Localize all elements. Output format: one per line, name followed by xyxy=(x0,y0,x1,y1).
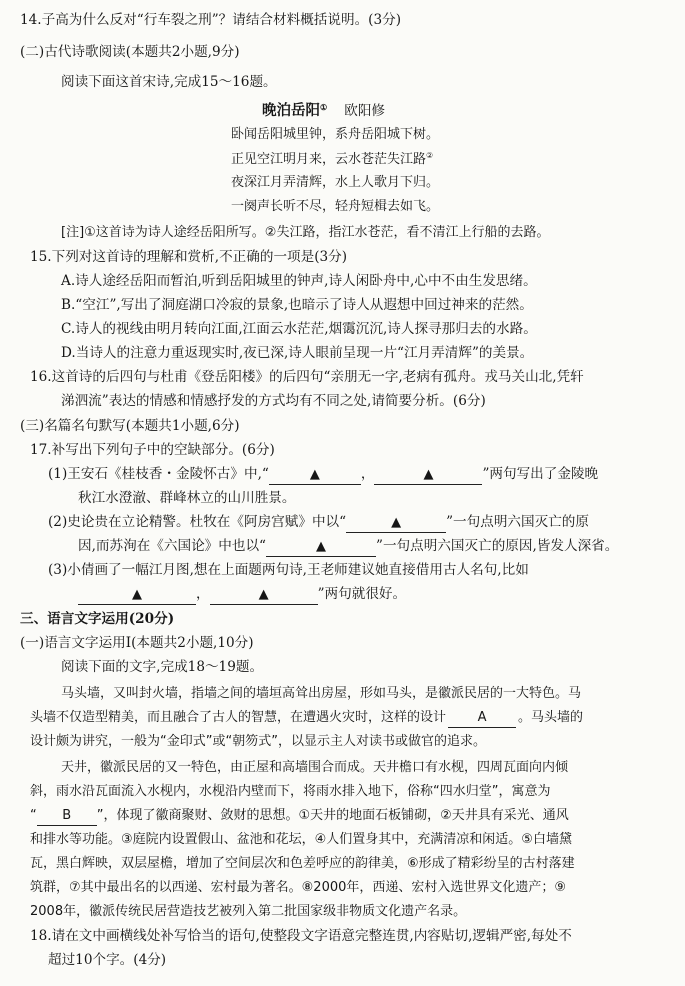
passage-line: 斜，雨水沿瓦面流入水枧内，水枧沿内壁而下，将雨水排入地下，俗称“四水归堂”，寓意为 xyxy=(30,784,551,799)
poem-line: 卧闻岳阳城里钟，系舟岳阳城下树。 xyxy=(231,127,440,142)
triangle-icon: ▲ xyxy=(316,539,326,554)
answer-blank[interactable] xyxy=(78,587,196,605)
q16: 16.这首诗的后四句与杜甫《登岳阳楼》的后四句“亲朋无一字,老病有孤舟。戎马关山北,凭轩 xyxy=(30,369,584,385)
blank-letter: A xyxy=(477,710,487,725)
section-heading: (一)语言文字运用Ⅰ(本题共2小题,10分) xyxy=(20,635,254,651)
poem-line: 夜深江月弄清辉，水上人歌月下归。 xyxy=(231,175,440,190)
q15-option-a: A.诗人途经岳阳而暂泊,听到岳阳城里的钟声,诗人闲卧舟中,心中不由生发思绪。 xyxy=(61,273,537,289)
q14: 14.子高为什么反对“行车裂之刑”？请结合材料概括说明。(3分) xyxy=(20,12,402,28)
q17-text: ， xyxy=(360,466,375,482)
poem-note: [注]①这首诗为诗人途经岳阳所写。②失江路，指江水苍茫，看不清江上行船的去路。 xyxy=(61,225,550,240)
poem-title xyxy=(262,103,385,119)
section-heading: (三)名篇名句默写(本题共1小题,6分) xyxy=(20,418,240,434)
q17-text: ”两句就很好。 xyxy=(317,586,407,602)
poem-title-text: 晚泊岳阳 xyxy=(262,102,320,119)
footnote-mark: ② xyxy=(426,151,434,160)
q18: 超过10个字。(4分) xyxy=(48,952,167,968)
q17-text: ”一句点明六国灭亡的原 xyxy=(446,514,589,530)
passage-line: 2008年，徽派传统民居营造技艺被列入第二批国家级非物质文化遗产名录。 xyxy=(30,904,467,919)
poem-author: 欧阳修 xyxy=(344,103,386,119)
triangle-icon: ▲ xyxy=(258,587,269,602)
q15-option-c: C.诗人的视线由明月转向江面,江面云水茫茫,烟霭沉沉,诗人探寻那归去的水路。 xyxy=(61,321,537,337)
q17-part3: (3)小倩画了一幅江月图,想在上面题两句诗,王老师建议她直接借用古人名句,比如 xyxy=(48,562,529,578)
q17-text: ， xyxy=(196,586,210,602)
answer-blank[interactable] xyxy=(266,539,376,557)
passage-line: 瓦，黑白辉映，双层屋檐，增加了空间层次和色差呼应的韵律美，⑥形成了精彩纷呈的古村落建 xyxy=(30,856,575,871)
passage-text: 。马头墙的 xyxy=(518,710,584,725)
blank-a[interactable] xyxy=(448,710,516,728)
q15-stem: 15.下列对这首诗的理解和赏析,不正确的一项是(3分) xyxy=(30,249,348,265)
q17-text: ”一句点明六国灭亡的原因,皆发人深省。 xyxy=(376,538,619,554)
answer-blank[interactable] xyxy=(210,587,318,605)
q17-text: ”两句写出了金陵晚 xyxy=(482,466,599,482)
passage-line: 和排水等功能。③庭院内设置假山、盆池和花坛，④人们置身其中，充满清凉和闲适。⑤白墙黛 xyxy=(30,832,572,847)
q15-option-d: D.当诗人的注意力重返现实时,夜已深,诗人眼前呈现一片“江月弄清辉”的美景。 xyxy=(61,345,534,361)
q18: 18.请在文中画横线处补写恰当的语句,使整段文字语意完整连贯,内容贴切,逻辑严密,每处不 xyxy=(30,928,572,944)
poem-line xyxy=(231,152,433,166)
section-heading: (二)古代诗歌阅读(本题共2小题,9分) xyxy=(20,44,240,60)
triangle-icon: ▲ xyxy=(132,587,142,602)
passage-line xyxy=(30,809,569,824)
passage-text: “ xyxy=(30,808,37,823)
passage-line xyxy=(30,711,583,726)
q17-part2 xyxy=(78,540,618,555)
passage-text: ”，体现了徽商聚财、敛财的思想。①天井的地面石板铺砌，②天井具有采光、通风 xyxy=(96,808,569,823)
poem-line: 一阕声长听不尽，轻舟短楫去如飞。 xyxy=(231,199,440,214)
footnote-mark: ① xyxy=(320,102,328,112)
q17-text: 因,而苏洵在《六国论》中也以“ xyxy=(78,538,266,554)
passage-line: 筑群，⑦其中最出名的以西递、宏村最为著名。⑧2000年，西递、宏村入选世界文化遗产；⑨ xyxy=(30,880,567,895)
passage-line: 设计颇为讲究，一般为“金印式”或“朝笏式”，以显示主人对读书或做官的追求。 xyxy=(30,734,486,749)
q17-part1: 秋江水澄澈、群峰林立的山川胜景。 xyxy=(78,490,296,506)
blank-letter: B xyxy=(62,808,72,823)
read-intro: 阅读下面的文字,完成18～19题。 xyxy=(61,659,264,675)
q17-part2 xyxy=(48,516,589,531)
passage-text: 头墙不仅造型精美，而且融合了古人的智慧，在遭遇火灾时，这样的设计 xyxy=(30,710,447,725)
poem-intro: 阅读下面这首宋诗,完成15～16题。 xyxy=(61,74,277,90)
triangle-icon: ▲ xyxy=(391,515,402,530)
passage-line: 马头墙，又叫封火墙，指墙之间的墙垣高耸出房屋，形如马头，是徽派民居的一大特色。马 xyxy=(61,686,582,701)
part-heading: 三、语言文字运用(20分) xyxy=(20,611,175,627)
q15-option-b: B.“空江”,写出了洞庭湖口冷寂的景象,也暗示了诗人从遐想中回过神来的茫然。 xyxy=(61,297,533,313)
q17-text: (2)史论贵在立论精警。杜牧在《阿房宫赋》中以“ xyxy=(48,514,347,530)
passage-line: 天井，徽派民居的又一特色，由正屋和高墙围合而成。天井檐口有水枧，四周瓦面向内倾 xyxy=(61,760,569,775)
blank-b[interactable] xyxy=(37,808,97,826)
q17-text: (1)王安石《桂枝香・金陵怀古》中,“ xyxy=(48,466,269,482)
triangle-icon: ▲ xyxy=(309,467,320,482)
q17-part3 xyxy=(78,588,406,603)
answer-blank[interactable] xyxy=(346,515,446,533)
answer-blank[interactable] xyxy=(374,467,482,485)
poem-line-text: 正见空江明月来，云水苍茫失江路 xyxy=(231,152,427,167)
q16: 涕泗流”表达的情感和情感抒发的方式均有不同之处,请简要分析。(6分) xyxy=(61,393,486,409)
triangle-icon: ▲ xyxy=(423,467,434,482)
answer-blank[interactable] xyxy=(269,467,361,485)
q17-stem: 17.补写出下列句子中的空缺部分。(6分) xyxy=(30,442,275,458)
q17-part1 xyxy=(48,468,598,483)
